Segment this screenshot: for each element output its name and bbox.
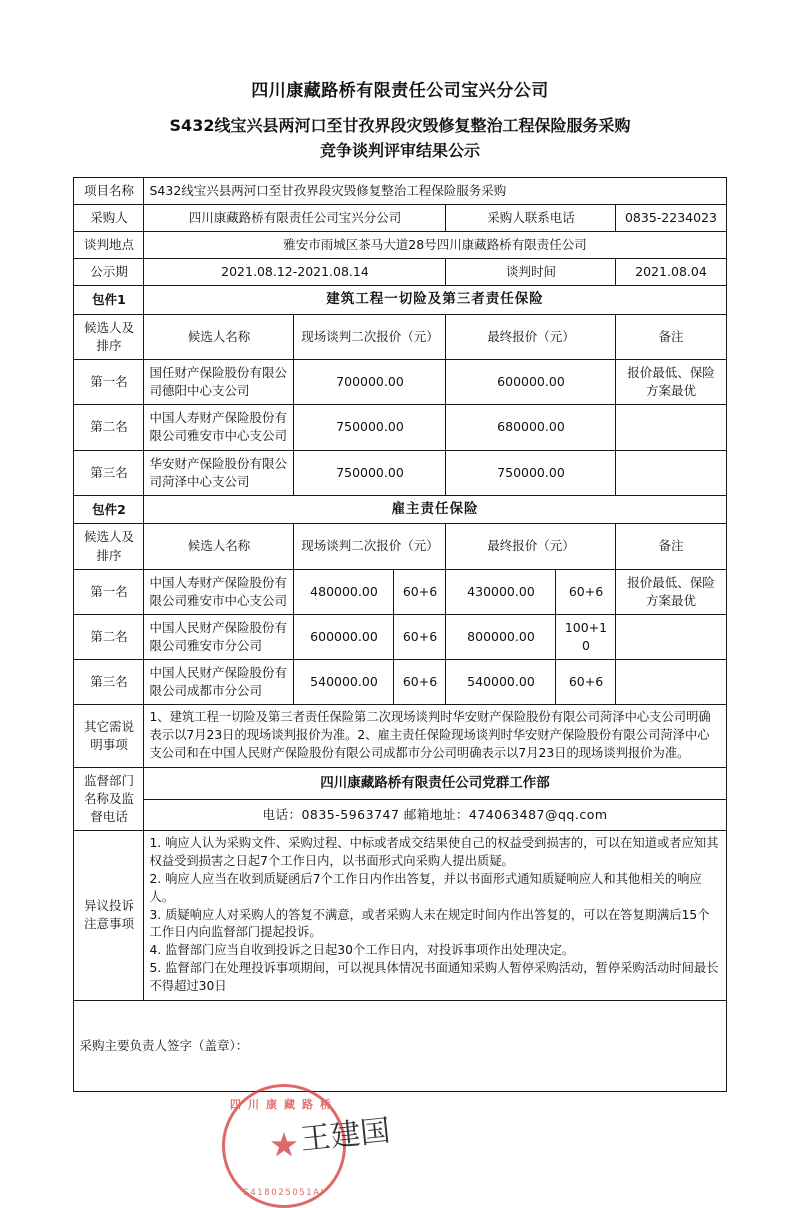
final-quote-extra-cell: 100+10 [556,614,616,659]
table-row-buyer [74,204,726,231]
table-row-place [74,232,726,259]
candidate-name-cell: 中国人寿财产保险股份有限公司雅安市中心支公司 [144,405,294,450]
table-row [74,614,726,659]
final-quote-cell: 430000.00 [446,569,556,614]
phone-label: 采购人联系电话 [446,204,616,231]
candidate-name-cell: 国任财产保险股份有限公司德阳中心支公司 [144,360,294,405]
complaint-label: 异议投诉注意事项 [74,831,144,1000]
complaint-row [74,831,726,1000]
final-quote-extra-cell: 60+6 [556,660,616,705]
final-quote-cell: 750000.00 [446,450,616,495]
package-2-column-headers [74,524,726,569]
table-row [74,360,726,405]
remark-cell: 报价最低、保险方案最优 [616,360,726,405]
complaint-item: 5. 监督部门在处理投诉事项期间，可以视具体情况书面通知采购人暂停采购活动，暂停采购活动时间最长不得超过30日 [149,961,719,993]
period-label: 公示期 [74,259,144,286]
rank-cell: 第三名 [74,660,144,705]
second-quote-cell: 750000.00 [294,450,446,495]
negotiation-time-value: 2021.08.04 [616,259,726,286]
handwritten-signature: 王建国 [298,1113,392,1158]
signature-label: 采购主要负责人签字（盖章）： [74,1000,726,1091]
star-icon: ★ [268,1125,300,1166]
header-second-quote-2: 现场谈判二次报价（元） [294,524,446,569]
other-notes-label: 其它需说明事项 [74,705,144,767]
package-1-column-headers [74,314,726,359]
package-2-id: 包件2 [74,495,144,524]
header-rank-2: 候选人及排序 [74,524,144,569]
final-quote-cell: 540000.00 [446,660,556,705]
header-remark-2: 备注 [616,524,726,569]
complaint-item: 3. 质疑响应人对采购人的答复不满意，或者采购人未在规定时间内作出答复的，可以在答复期满后15个工作日内向监督部门提起投诉。 [149,907,710,940]
negotiation-time-label: 谈判时间 [446,259,616,286]
document-page [0,78,800,1208]
title-line-2: 竞争谈判评审结果公示 [319,140,480,160]
complaint-item: 1. 响应人认为采购文件、采购过程、中标或者成交结果使自己的权益受到损害的，可以在知道或者应知其权益受到损害之日起7个工作日内，以书面形式向采购人提出质疑。 [149,836,719,869]
package-1-header-row [74,286,726,315]
second-quote-cell: 600000.00 [294,614,394,659]
table-row [74,569,726,614]
other-notes-row [74,705,726,767]
other-notes-text: 1、建筑工程一切险及第三者责任保险第二次现场谈判时华安财产保险股份有限公司菏泽中心支公司明确表示以7月23日的现场谈判报价为准。2、雇主责任保险现场谈判时华安财产保险股份有限公司菏泽中心支公司和在中国人民财产保险股份有限公司成都市分公司明确表示以7月23日的现场谈判报价为准。 [144,705,726,767]
second-quote-extra-cell: 60+6 [394,569,446,614]
title-line-1: S432线宝兴县两河口至甘孜界段灾毁修复整治工程保险服务采购 [169,116,631,136]
package-1-name: 建筑工程一切险及第三者责任保险 [144,286,726,315]
final-quote-cell: 800000.00 [446,614,556,659]
rank-cell: 第一名 [74,360,144,405]
phone-value: 0835-2234023 [616,204,726,231]
seal-bottom-text: S418025051AI [243,1188,325,1198]
document-titles [0,78,800,164]
header-final-quote-1: 最终报价（元） [446,314,616,359]
red-seal-stamp [222,1084,346,1208]
table-row [74,405,726,450]
package-1-id: 包件1 [74,286,144,315]
project-value: S432线宝兴县两河口至甘孜界段灾毁修复整治工程保险服务采购 [144,177,726,204]
buyer-value: 四川康藏路桥有限责任公司宝兴分公司 [144,204,446,231]
supervision-contact: 电话：0835-5963747 邮箱地址：474063487@qq.com [144,800,726,831]
candidate-name-cell: 中国人寿财产保险股份有限公司雅安市中心支公司 [144,569,294,614]
second-quote-cell: 750000.00 [294,405,446,450]
final-quote-cell: 600000.00 [446,360,616,405]
supervision-dept-row [74,767,726,800]
buyer-label: 采购人 [74,204,144,231]
candidate-name-cell: 中国人民财产保险股份有限公司成都市分公司 [144,660,294,705]
final-quote-cell: 680000.00 [446,405,616,450]
place-value: 雅安市雨城区茶马大道28号四川康藏路桥有限责任公司 [144,232,726,259]
second-quote-cell: 700000.00 [294,360,446,405]
rank-cell: 第二名 [74,405,144,450]
rank-cell: 第一名 [74,569,144,614]
remark-cell [616,614,726,659]
supervision-dept-name: 四川康藏路桥有限责任公司党群工作部 [144,767,726,800]
package-2-name: 雇主责任保险 [144,495,726,524]
second-quote-cell: 480000.00 [294,569,394,614]
table-row [74,660,726,705]
place-label: 谈判地点 [74,232,144,259]
second-quote-cell: 540000.00 [294,660,394,705]
header-name-2: 候选人名称 [144,524,294,569]
remark-cell [616,450,726,495]
package-2-header-row [74,495,726,524]
remark-cell [616,405,726,450]
rank-cell: 第二名 [74,614,144,659]
header-final-quote-2: 最终报价（元） [446,524,616,569]
header-remark-1: 备注 [616,314,726,359]
result-table [73,177,726,1092]
final-quote-extra-cell: 60+6 [556,569,616,614]
remark-cell [616,660,726,705]
complaint-items [144,831,726,1000]
second-quote-extra-cell: 60+6 [394,614,446,659]
complaint-item: 4. 监督部门应当自收到投诉之日起30个工作日内，对投诉事项作出处理决定。 [149,943,575,958]
supervision-contact-row [74,800,726,831]
header-second-quote-1: 现场谈判二次报价（元） [294,314,446,359]
table-row-project [74,177,726,204]
complaint-item: 2. 响应人应当在收到质疑函后7个工作日内作出答复，并以书面形式通知质疑响应人和其他相关的响应人。 [149,871,702,904]
project-label: 项目名称 [74,177,144,204]
header-name-1: 候选人名称 [144,314,294,359]
rank-cell: 第三名 [74,450,144,495]
second-quote-extra-cell: 60+6 [394,660,446,705]
signature-row [74,1000,726,1091]
candidate-name-cell: 中国人民财产保险股份有限公司雅安市分公司 [144,614,294,659]
table-row [74,450,726,495]
remark-cell: 报价最低、保险方案最优 [616,569,726,614]
org-title: 四川康藏路桥有限责任公司宝兴分公司 [251,81,549,101]
header-rank-1: 候选人及排序 [74,314,144,359]
seal-top-text: 四川康藏路桥 [230,1098,338,1111]
candidate-name-cell: 华安财产保险股份有限公司菏泽中心支公司 [144,450,294,495]
period-value: 2021.08.12-2021.08.14 [144,259,446,286]
table-row-period [74,259,726,286]
supervision-label: 监督部门名称及监督电话 [74,767,144,830]
